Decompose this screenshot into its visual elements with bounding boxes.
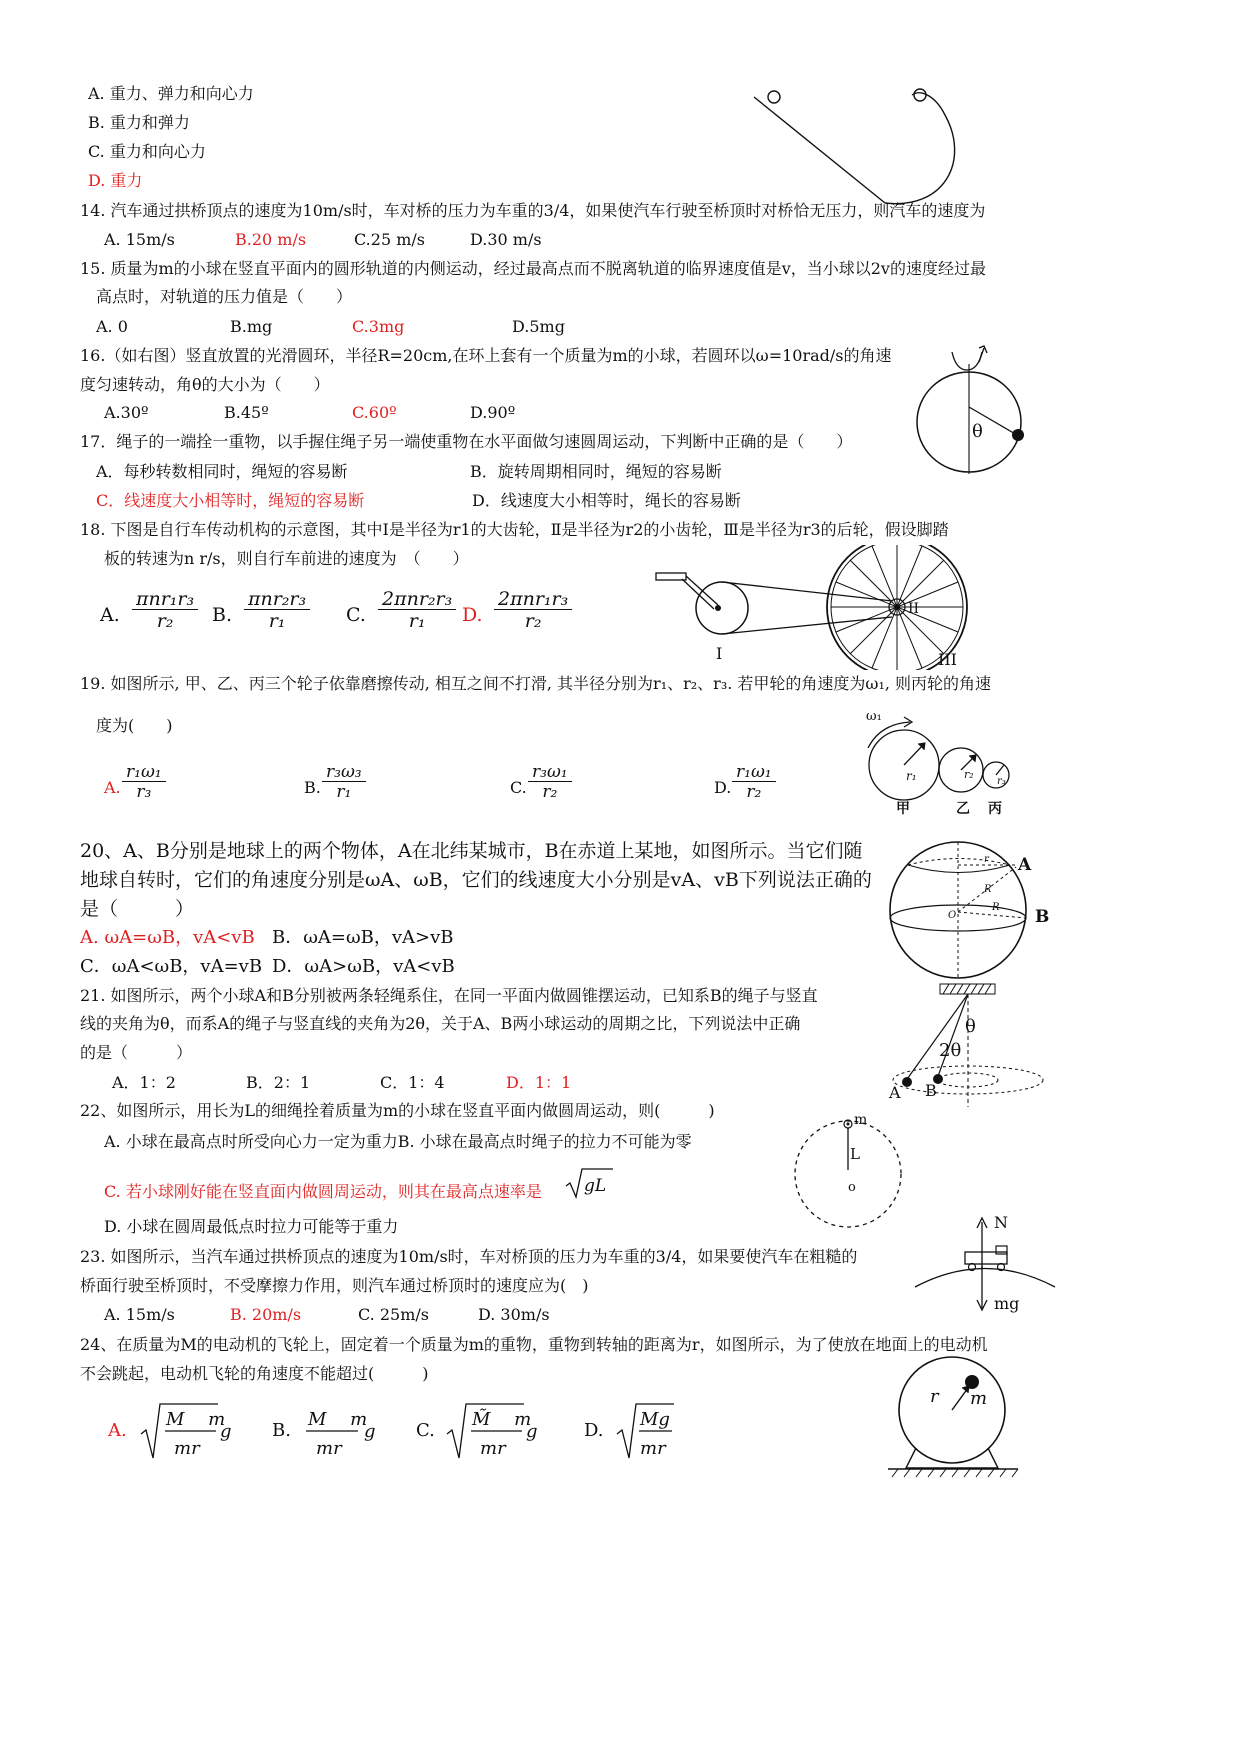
q19-option-c-denominator: r₂ [542,782,558,802]
q23-option-c: C. 25m/s [358,1305,429,1324]
q18-option-d-fraction [494,590,572,631]
q19-option-d-fraction [732,764,776,801]
q23-fig-label-N: N [994,1213,1008,1232]
q17-option-c: C．线速度大小相等时，绳短的容易断 [96,491,365,510]
q19-fig-r3: r₃ [997,776,1006,787]
q21-conical-pendulum-figure [885,982,1045,1107]
q13-option-c: C. 重力和向心力 [88,142,206,161]
q24-stem-line2: 不会跳起，电动机飞轮的角速度不能超过( ) [80,1364,429,1383]
q14-stem: 14. 汽车通过拱桥顶点的速度为10m/s时，车对桥的压力为车重的3/4，如果使汽车行驶至桥顶时对桥恰无压力，则汽车的速度为 [80,201,986,220]
q21-option-d: D．1：1 [506,1073,572,1092]
q22-option-c-sqrt-formula [565,1166,615,1200]
q24-option-b-fraction [300,1400,390,1462]
q18-option-d-denominator: r₂ [524,610,542,632]
q22-option-c-formula-text: gL [584,1176,607,1196]
q24-option-d-denominator: mr [640,1438,666,1459]
q22-stem: 22、如图所示，用长为L的细绳拴着质量为m的小球在竖直平面内做圆周运动，则( ) [80,1101,715,1120]
q20-option-b: B．ωA=ωB，vA>vB [272,927,454,948]
q19-option-a-label: A. [104,778,121,797]
q18-option-a-numerator: πnr₁r₃ [132,590,198,610]
q15-option-c: C.3mg [352,317,405,336]
q15-stem-line2: 高点时，对轨道的压力值是（ ） [96,287,353,306]
q16-option-c: C.60º [352,403,397,422]
q19-option-b-label: B. [304,778,321,797]
q19-option-c-label: C. [510,778,527,797]
q24-fig-label-r: r [930,1386,939,1407]
q18-option-c-numerator: 2πnr₂r₃ [378,590,456,610]
q24-option-c-sqrt [446,1400,546,1462]
q18-option-c-label: C. [346,604,366,626]
q19-fig-omega1: ω₁ [866,709,882,724]
q22-fig-label-o: o [848,1180,856,1195]
q19-option-a-denominator: r₃ [136,782,152,802]
q23-stem-line1: 23. 如图所示，当汽车通过拱桥顶点的速度为10m/s时，车对桥顶的压力为车重的3/4，如果要使汽车在粗糙的 [80,1247,858,1266]
q22-circle-figure [788,1112,908,1232]
q21-fig-label-B: B [925,1081,937,1100]
q24-option-d-sqrt [616,1400,676,1462]
q13-option-a: A. 重力、弹力和向心力 [88,84,254,103]
q24-option-a-sqrt [140,1400,240,1462]
q22-fig-label-L: L [850,1145,860,1163]
q22-option-d: D. 小球在圆周最低点时拉力可能等于重力 [104,1217,399,1236]
q18-option-a-fraction [132,590,198,631]
q15-stem-line1: 15. 质量为m的小球在竖直平面内的圆形轨道的内侧运动，经过最高点而不脱离轨道的临界速度值是v，当小球以2v的速度经过最 [80,259,986,278]
q20-fig-label-R1: R [984,884,992,895]
q20-fig-label-O: O [948,910,957,921]
q21-option-c: C．1：4 [380,1073,445,1092]
q20-fig-label-A: A [1018,855,1032,875]
q22-fig-label-m: m [854,1112,868,1128]
q17-option-b: B．旋转周期相同时，绳短的容易断 [470,462,722,481]
q19-fig-r2: r₂ [964,768,974,781]
q19-stem-line1: 19. 如图所示, 甲、乙、丙三个轮子依靠磨擦传动, 相互之间不打滑, 其半径分别为r₁、r₂、r₃. 若甲轮的角速度为ω₁, 则丙轮的角速 [80,674,992,693]
q18-option-d-label: D. [462,604,483,626]
q22-option-c: C. 若小球刚好能在竖直面内做圆周运动，则其在最高点速率是 [104,1182,542,1201]
q15-option-b: B.mg [230,317,273,336]
q17-option-d: D．线速度大小相等时，绳长的容易断 [472,491,741,510]
q24-option-d-label: D. [584,1420,604,1441]
q23-car-bridge-figure [910,1212,1060,1316]
q17-stem: 17．绳子的一端拴一重物，以手握住绳子另一端使重物在水平面做匀速圆周运动，下判断中正确的是（ ） [80,432,853,451]
q19-option-c-numerator: r₃ω₁ [528,764,572,782]
q18-option-a-denominator: r₂ [156,610,174,632]
q15-option-d: D.5mg [512,317,565,336]
q21-stem-line2: 线的夹角为θ，而系A的绳子与竖直线的夹角为2θ，关于A、B两小球运动的周期之比，下列说法中正确 [80,1014,801,1033]
q19-option-a-numerator: r₁ω₁ [122,764,166,782]
q16-fig-theta: θ [972,421,983,442]
q23-option-a: A. 15m/s [104,1305,175,1324]
q19-option-b-fraction [322,764,366,801]
q18-fig-label-II: II [908,601,920,617]
q24-option-c-denominator: mr [480,1438,506,1459]
q19-fig-yi: 乙 [956,801,970,817]
q19-option-d-numerator: r₁ω₁ [732,764,776,782]
q21-stem-line1: 21. 如图所示，两个小球A和B分别被两条轻绳系住，在同一平面内做圆锥摆运动，已知系B的绳子与竖直 [80,986,818,1005]
q24-option-a-label: A. [108,1420,127,1441]
q18-option-c-fraction [378,590,456,631]
q19-option-c-fraction [528,764,572,801]
q24-option-b-numerator: M m [308,1409,368,1430]
q13-track-figure [740,75,970,210]
q22-option-ab: A. 小球在最高点时所受向心力一定为重力B. 小球在最高点时绳子的拉力不可能为零 [104,1132,692,1151]
q18-bicycle-figure [652,545,982,670]
q18-option-b-fraction [244,590,310,631]
q18-option-b-denominator: r₁ [268,610,286,632]
q13-option-b: B. 重力和弹力 [88,113,190,132]
q16-option-b: B.45º [224,403,269,422]
q18-fig-label-III: III [938,650,957,669]
q20-earth-figure [880,840,1055,980]
q15-option-a: A. 0 [96,317,128,336]
q16-stem-line2: 度匀速转动，角θ的大小为（ ） [80,375,330,394]
q18-stem-line2: 板的转速为n r/s，则自行车前进的速度为 （ ） [104,549,469,568]
q20-fig-label-r: r [984,854,989,865]
q20-fig-label-R2: R [992,902,1000,913]
q19-stem-line2: 度为( ) [96,716,173,735]
q24-option-a-numerator: M m [166,1409,226,1430]
q24-option-a-g: g [220,1421,232,1442]
q16-option-a: A.30º [104,403,149,422]
q19-option-d-denominator: r₂ [746,782,762,802]
q18-option-d-numerator: 2πnr₁r₃ [494,590,572,610]
q20-stem-line3: 是（ ） [80,898,195,920]
q24-motor-figure [884,1352,1024,1482]
q14-option-c: C.25 m/s [354,230,425,249]
q18-fig-label-I: I [716,644,723,663]
q20-stem-line2: 地球自转时，它们的角速度分别是ωA、ωB，它们的线速度大小分别是vA、vB下列说法正确的 [80,869,872,891]
q19-fig-bing: 丙 [988,801,1002,817]
q14-option-d: D.30 m/s [470,230,542,249]
q24-option-a-denominator: mr [174,1438,200,1459]
q17-option-a: A．每秒转数相同时，绳短的容易断 [96,462,348,481]
q19-option-d-label: D. [714,778,732,797]
q20-stem-line1: 20、A、B分别是地球上的两个物体，A在北纬某城市，B在赤道上某地，如图所示。当它们随 [80,840,863,862]
q13-option-d: D. 重力 [88,171,143,190]
q16-option-d: D.90º [470,403,516,422]
q20-option-a: A. ωA=ωB，vA<vB [80,927,255,948]
q16-stem-line1: 16.（如右图）竖直放置的光滑圆环，半径R=20cm,在环上套有一个质量为m的小球，若圆环以ω=10rad/s的角速 [80,346,892,365]
q19-option-b-numerator: r₃ω₃ [322,764,366,782]
q21-option-b: B．2：1 [246,1073,311,1092]
q19-option-a-fraction [122,764,166,801]
q19-option-b-denominator: r₁ [336,782,352,802]
q14-option-b: B.20 m/s [235,230,307,249]
q24-option-b-label: B. [272,1420,291,1441]
q24-option-b-g: g [364,1421,376,1442]
q24-stem-line1: 24、在质量为M的电动机的飞轮上，固定着一个质量为m的重物，重物到转轴的距离为r，如图所示，为了使放在地面上的电动机 [80,1335,988,1354]
q21-option-a: A．1：2 [112,1073,176,1092]
q18-option-a-label: A. [100,604,120,626]
q20-option-c: C．ωA<ωB，vA=vB [80,956,263,977]
q21-stem-line3: 的是（ ） [80,1043,193,1062]
q21-fig-label-A: A [889,1083,901,1102]
q21-fig-2theta: 2θ [939,1040,962,1061]
q23-option-b: B. 20m/s [230,1305,302,1324]
q24-option-c-label: C. [416,1420,435,1441]
q20-option-d: D．ωA>ωB，vA<vB [272,956,455,977]
q18-option-c-denominator: r₁ [408,610,426,632]
q21-fig-theta: θ [965,1016,976,1037]
q24-fig-label-m: m [970,1388,988,1409]
q20-fig-label-B: B [1035,907,1050,927]
q24-option-c-numerator: M̃ m [472,1409,532,1430]
q24-option-c-g: g [526,1421,538,1442]
q18-option-b-label: B. [212,604,233,626]
q18-option-b-numerator: πnr₂r₃ [244,590,310,610]
q18-stem-line1: 18. 下图是自行车传动机构的示意图，其中Ⅰ是半径为r1的大齿轮，Ⅱ是半径为r2的小齿轮，Ⅲ是半径为r3的后轮，假设脚踏 [80,520,949,539]
q14-option-a: A. 15m/s [104,230,175,249]
q19-wheels-figure [858,700,1038,820]
q19-fig-jia: 甲 [896,801,910,817]
q23-stem-line2: 桥面行驶至桥顶时，不受摩擦力作用，则汽车通过桥顶时的速度应为( ) [80,1276,589,1295]
q16-hoop-figure [912,342,1042,477]
q24-option-d-numerator: Mg [640,1409,670,1430]
q19-fig-r1: r₁ [906,769,917,783]
q24-option-b-denominator: mr [316,1438,342,1459]
q23-option-d: D. 30m/s [478,1305,550,1324]
q23-fig-label-mg: mg [994,1294,1020,1313]
